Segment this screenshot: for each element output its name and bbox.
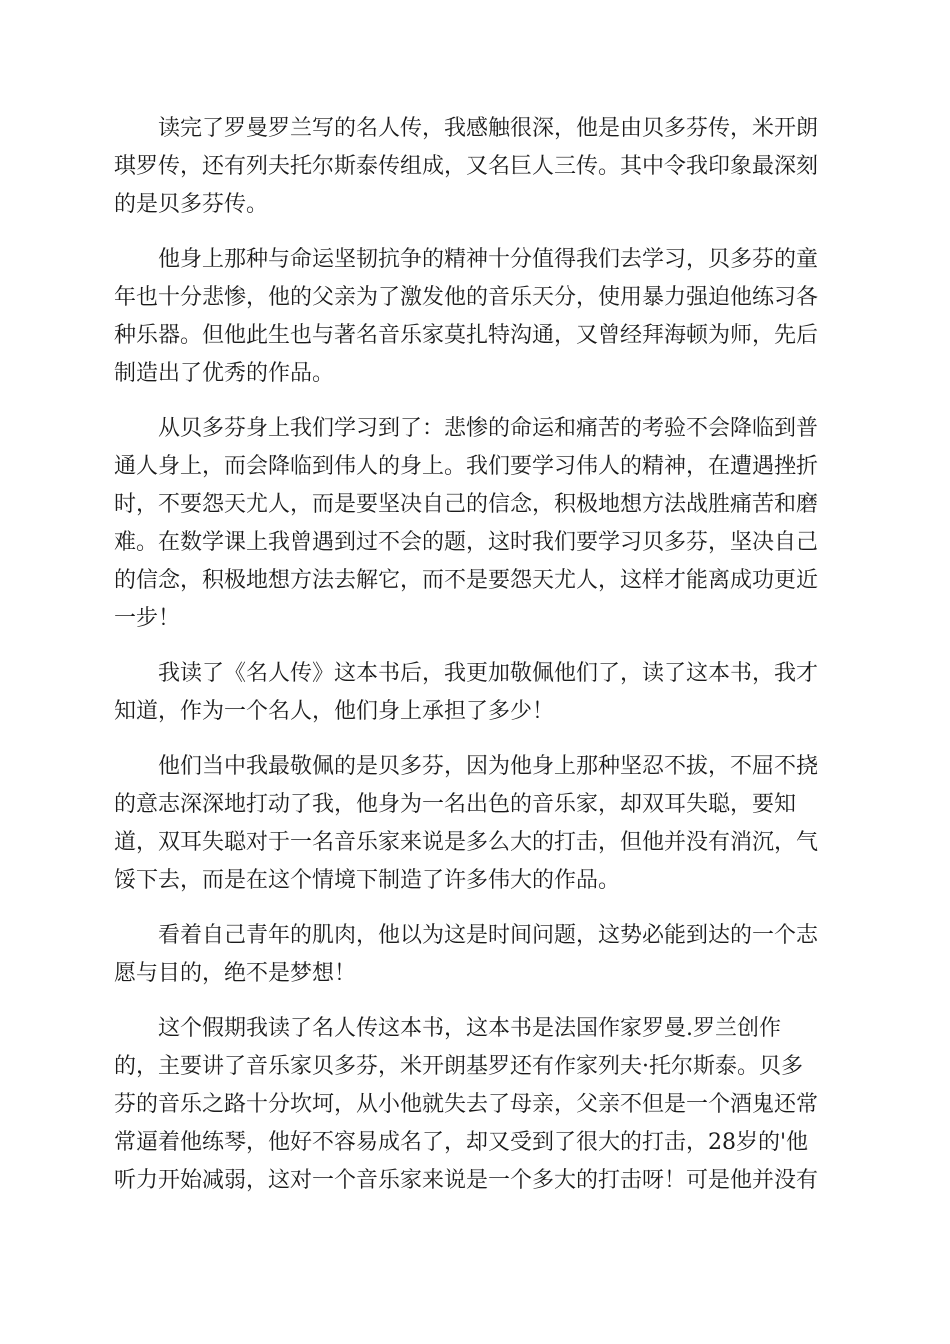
paragraph-4 [114,655,836,731]
text-line: 年也十分悲惨，他的父亲为了激发他的音乐天分，使用暴力强迫他练习各 [114,285,819,310]
text-line: 这个假期我读了名人传这本书，这本书是法国作家罗曼.罗兰创作 [158,1016,781,1041]
paragraph-2 [114,241,836,393]
text-line: 道，双耳失聪对于一名音乐家来说是多么大的打击，但他并没有消沉，气 [114,830,819,855]
text-line: 芬的音乐之路十分坎坷，从小他就失去了母亲，父亲不但是一个酒鬼还常 [114,1092,819,1117]
paragraph-6 [114,917,836,993]
paragraph-5 [114,748,836,900]
text-line: 时，不要怨天尤人，而是要坚决自己的信念，积极地想方法战胜痛苦和磨 [114,492,819,517]
text-line: 他身上那种与命运坚韧抗争的精神十分值得我们去学习，贝多芬的童 [158,247,819,272]
text-line: 种乐器。但他此生也与著名音乐家莫扎特沟通，又曾经拜海顿为师，先后 [114,323,819,348]
text-line: 从贝多芬身上我们学习到了：悲惨的命运和痛苦的考验不会降临到普 [158,416,819,441]
text-line: 读完了罗曼罗兰写的名人传，我感触很深，他是由贝多芬传，米开朗 [158,116,819,141]
document-page [114,110,836,1217]
text-line: 我读了《名人传》这本书后，我更加敬佩他们了，读了这本书，我才 [158,661,819,686]
text-line: 馁下去，而是在这个情境下制造了许多伟大的作品。 [114,868,621,893]
paragraph-3 [114,410,836,638]
text-line: 制造出了优秀的作品。 [114,361,335,386]
text-line: 听力开始减弱，这对一个音乐家来说是一个多大的打击呀！可是他并没有 [114,1168,819,1193]
text-line: 的意志深深地打动了我，他身为一名出色的音乐家，却双耳失聪，要知 [114,792,797,817]
text-line: 看着自己青年的肌肉，他以为这是时间问题，这势必能到达的一个志 [158,923,819,948]
paragraph-1 [114,110,836,224]
text-line: 通人身上，而会降临到伟人的身上。我们要学习伟人的精神，在遭遇挫折 [114,454,819,479]
text-line: 难。在数学课上我曾遇到过不会的题，这时我们要学习贝多芬，坚决自己 [114,530,819,555]
text-line: 的信念，积极地想方法去解它，而不是要怨天尤人，这样才能离成功更近 [114,568,819,593]
paragraph-7 [114,1010,836,1200]
text-line: 他们当中我最敬佩的是贝多芬，因为他身上那种坚忍不拔，不屈不挠 [158,754,819,779]
text-line: 琪罗传，还有列夫托尔斯泰传组成，又名巨人三传。其中令我印象最深刻 [114,154,819,179]
text-line: 一步！ [114,606,181,631]
text-line: 知道，作为一个名人，他们身上承担了多少！ [114,699,555,724]
text-line: 的是贝多芬传。 [114,192,269,217]
text-line: 的，主要讲了音乐家贝多芬，米开朗基罗还有作家列夫·托尔斯泰。贝多 [114,1054,803,1079]
text-line: 愿与目的，绝不是梦想！ [114,961,357,986]
text-line: 常逼着他练琴，他好不容易成名了，却又受到了很大的打击，28岁的'他 [114,1130,809,1155]
